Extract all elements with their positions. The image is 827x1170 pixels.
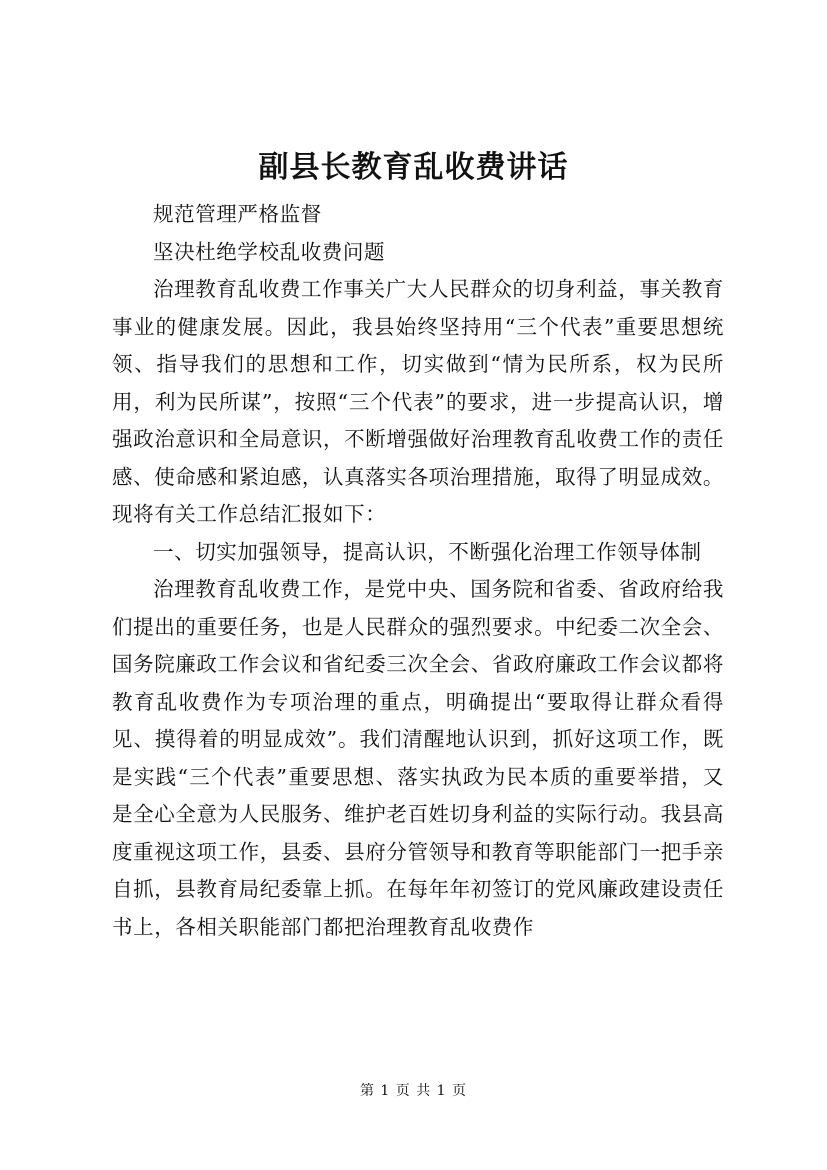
subtitle-line-1: 规范管理严格监督 — [153, 202, 322, 226]
subtitle-line-2: 坚决杜绝学校乱收费问题 — [153, 239, 386, 264]
page-number-footer: 第 1 页 共 1 页 — [359, 1083, 468, 1099]
document-title: 副县长教育乱收费讲话 — [258, 150, 569, 185]
section-heading-1: 一、切实加强领导，提高认识，不断强化治理工作领导体制 — [153, 539, 702, 564]
paragraph-section-1: 治理教育乱收费工作，是党中央、国务院和省委、省政府给我们提出的重要任务，也是人民群众的强烈要求。中纪委二次全会、国务院廉政工作会议和省纪委三次全会、省政府廉政工作会议都将教育乱收费作为专项治理的重点，明确提出“要取得让群众看得见、摸得着的明显成效”。我们清醒地认识到，抓好这项工作，既是实践“三个代表”重要思想、落实执政为民本质的重要举措，又是全心全意为人民服务、维护老百姓切身利益的实际行动。我县高度重视这项工作，县委、县府分管领导和教育等职能部门一把手亲自抓，县教育局纪委靠上抓。在每年年初签订的党风廉政建设责任书上，各相关职能部门都把治理教育乱收费作 — [112, 577, 724, 939]
paragraph-intro: 治理教育乱收费工作事关广大人民群众的切身利益，事关教育事业的健康发展。因此，我县始终坚持用“三个代表”重要思想统领、指导我们的思想和工作，切实做到“情为民所系，权为民所用，利为民所谋”，按照“三个代表”的要求，进一步提高认识，增强政治意识和全局意识，不断增强做好治理教育乱收费工作的责任感、使命感和紧迫感，认真落实各项治理措施，取得了明显成效。现将有关工作总结汇报如下： — [112, 277, 724, 526]
document-body — [112, 196, 724, 946]
